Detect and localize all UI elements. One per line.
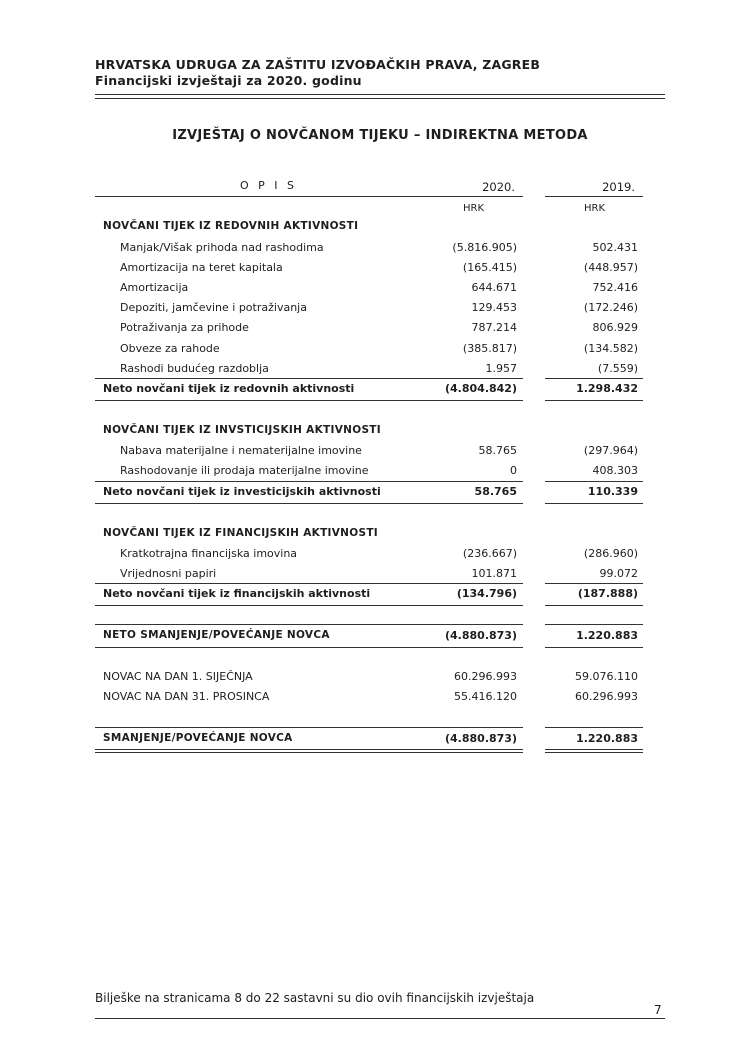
table-row	[95, 261, 645, 281]
subtotal-line	[95, 583, 523, 584]
row-label: Rashodovanje ili prodaja materijalne imovine	[120, 464, 369, 477]
net-change-2019: 1.220.883	[576, 629, 638, 642]
table-row	[95, 547, 645, 567]
net-change-underline	[95, 647, 523, 648]
total-2020: (134.796)	[456, 587, 517, 600]
header-underline-2019	[545, 196, 643, 197]
net-change-underline	[545, 647, 643, 648]
section-heading-investing	[95, 424, 645, 444]
total-underline	[545, 605, 643, 606]
final-underline	[95, 749, 523, 750]
value-2019: (134.582)	[583, 342, 638, 355]
row-label: Kratkotrajna financijska imovina	[120, 547, 298, 560]
value-2019: 99.072	[599, 567, 638, 580]
value-2020: 1.957	[485, 362, 517, 375]
final-double-underline	[95, 752, 523, 753]
value-2020: 644.671	[471, 281, 517, 294]
row-label: Amortizacija	[120, 281, 189, 294]
value-2020: (385.817)	[462, 342, 517, 355]
total-label: Neto novčani tijek iz redovnih aktivnosti	[103, 382, 355, 395]
total-underline	[95, 605, 523, 606]
value-2019: 806.929	[592, 321, 638, 334]
value-2019: 408.303	[592, 464, 638, 477]
total-underline	[545, 503, 643, 504]
cash-start-label: NOVAC NA DAN 1. SIJEČNJA	[103, 670, 253, 683]
table-row	[95, 444, 645, 464]
subtotal-line	[545, 481, 643, 482]
total-2020: 58.765	[474, 485, 517, 498]
cash-start-2020: 60.296.993	[454, 670, 517, 683]
value-2019: (172.246)	[583, 301, 638, 314]
footer-divider	[95, 1018, 665, 1019]
row-label: Obveze za rahode	[120, 342, 220, 355]
total-row-financing	[95, 587, 645, 607]
column-header-2020: 2020.	[482, 180, 515, 194]
value-2020: 58.765	[478, 444, 517, 457]
net-change-row	[95, 629, 645, 649]
value-2019: (7.559)	[597, 362, 638, 375]
value-2019: (297.964)	[583, 444, 638, 457]
total-2019: 1.298.432	[576, 382, 638, 395]
section-heading-label: NOVČANI TIJEK IZ FINANCIJSKIH AKTIVNOSTI	[103, 527, 379, 539]
header-divider-thin	[95, 98, 665, 99]
table-row	[95, 301, 645, 321]
final-double-underline	[545, 752, 643, 753]
total-2020: (4.804.842)	[445, 382, 517, 395]
value-2020: 129.453	[471, 301, 517, 314]
net-change-topline	[545, 624, 643, 625]
final-underline	[545, 749, 643, 750]
cash-end-label: NOVAC NA DAN 31. PROSINCA	[103, 690, 270, 703]
total-underline	[95, 400, 523, 401]
table-row	[95, 567, 645, 587]
row-label: Amortizacija na teret kapitala	[120, 261, 283, 274]
total-label: Neto novčani tijek iz financijskih aktivnosti	[103, 587, 371, 600]
value-2020: (165.415)	[462, 261, 517, 274]
row-label: Manjak/Višak prihoda nad rashodima	[120, 241, 324, 254]
table-row	[95, 362, 645, 382]
value-2019: (286.960)	[583, 547, 638, 560]
net-change-label: NETO SMANJENJE/POVEĆANJE NOVCA	[103, 629, 330, 641]
document-subtitle: Financijski izvještaji za 2020. godinu	[95, 73, 362, 88]
report-title: IZVJEŠTAJ O NOVČANOM TIJEKU – INDIREKTNA METODA	[172, 128, 588, 143]
row-label: Rashodi budućeg razdoblja	[120, 362, 269, 375]
section-heading-financing	[95, 527, 645, 547]
subtotal-line	[95, 481, 523, 482]
total-row-operating	[95, 382, 645, 402]
row-label: Vrijednosni papiri	[120, 567, 217, 580]
header-underline	[95, 196, 523, 197]
footnote: Bilješke na stranicama 8 do 22 sastavni su dio ovih financijskih izvještaja	[95, 991, 535, 1005]
value-2019: 752.416	[592, 281, 638, 294]
table-row	[95, 342, 645, 362]
subtotal-line	[545, 583, 643, 584]
final-change-2020: (4.880.873)	[445, 732, 517, 745]
column-header-description: O P I S	[240, 179, 298, 192]
final-change-topline	[545, 727, 643, 728]
subtotal-line	[95, 378, 523, 379]
subtotal-line	[545, 378, 643, 379]
value-2019: 502.431	[592, 241, 638, 254]
total-label: Neto novčani tijek iz investicijskih aktivnosti	[103, 485, 381, 498]
unit-label-2020: HRK	[463, 203, 485, 214]
value-2020: (236.667)	[462, 547, 517, 560]
total-underline	[545, 400, 643, 401]
cash-start-row	[95, 670, 645, 690]
row-label: Potraživanja za prihode	[120, 321, 249, 334]
total-2019: (187.888)	[577, 587, 638, 600]
total-underline	[95, 503, 523, 504]
net-change-2020: (4.880.873)	[445, 629, 517, 642]
total-row-investing	[95, 485, 645, 505]
organization-name: HRVATSKA UDRUGA ZA ZAŠTITU IZVOĐAČKIH PRAVA, ZAGREB	[95, 57, 541, 72]
cash-end-2019: 60.296.993	[575, 690, 638, 703]
cash-end-2020: 55.416.120	[454, 690, 517, 703]
section-heading-label: NOVČANI TIJEK IZ INVSTICIJSKIH AKTIVNOSTI	[103, 424, 381, 436]
value-2019: (448.957)	[583, 261, 638, 274]
unit-label-2019: HRK	[584, 203, 606, 214]
header-divider	[95, 94, 665, 95]
net-change-topline	[95, 624, 523, 625]
final-change-2019: 1.220.883	[576, 732, 638, 745]
row-label: Nabava materijalne i nematerijalne imovine	[120, 444, 362, 457]
final-change-topline	[95, 727, 523, 728]
section-heading-label: NOVČANI TIJEK IZ REDOVNIH AKTIVNOSTI	[103, 220, 359, 232]
column-header-2019: 2019.	[602, 180, 635, 194]
value-2020: (5.816.905)	[452, 241, 517, 254]
total-2019: 110.339	[587, 485, 638, 498]
value-2020: 787.214	[471, 321, 517, 334]
value-2020: 0	[510, 464, 517, 477]
cash-end-row	[95, 690, 645, 710]
section-heading-operating	[95, 220, 645, 240]
table-row	[95, 321, 645, 341]
row-label: Depoziti, jamčevine i potraživanja	[120, 301, 307, 314]
cash-start-2019: 59.076.110	[575, 670, 638, 683]
final-change-label: SMANJENJE/POVEĆANJE NOVCA	[103, 732, 293, 744]
value-2020: 101.871	[471, 567, 517, 580]
page-number: 7	[654, 1003, 662, 1017]
table-row	[95, 281, 645, 301]
table-row	[95, 241, 645, 261]
